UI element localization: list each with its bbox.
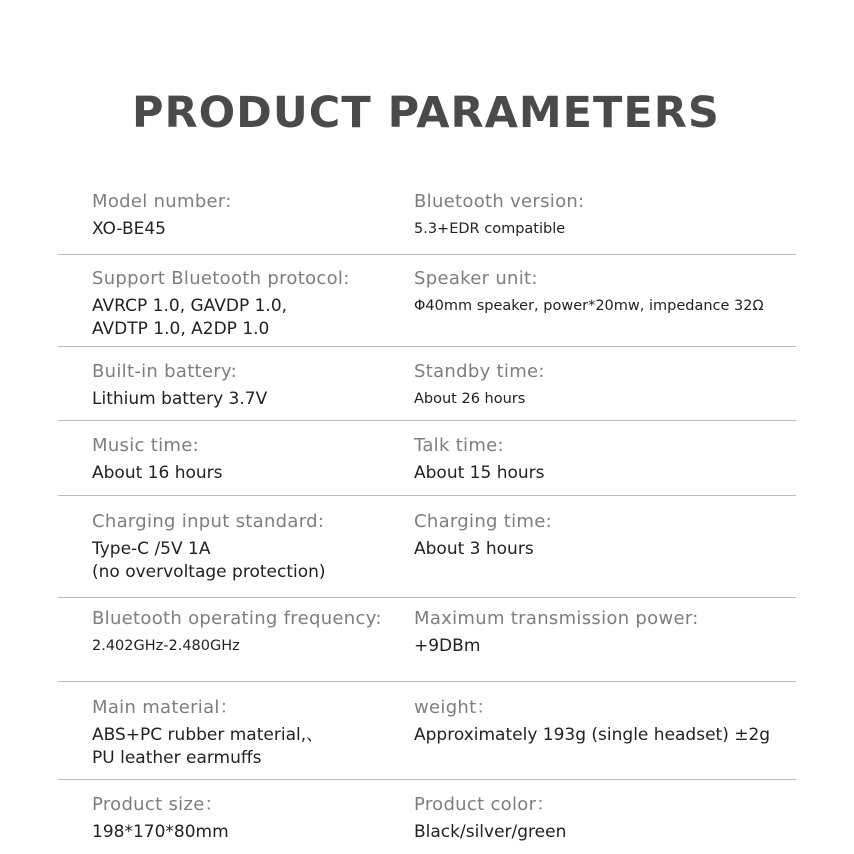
param-label: Music time: <box>92 435 199 456</box>
param-label: Main material： <box>92 697 239 718</box>
param-value: Lithium battery 3.7V <box>92 389 268 409</box>
param-value: Approximately 193g (single headset) ±2g <box>414 725 771 745</box>
param-value: AVRCP 1.0, GAVDP 1.0, AVDTP 1.0, A2DP 1.0 <box>92 296 288 339</box>
param-charging-input <box>92 510 326 584</box>
param-label: Charging time: <box>414 511 553 532</box>
param-transmission-power <box>414 607 699 658</box>
row-divider <box>58 346 796 347</box>
page-title: PRODUCT PARAMETERS <box>132 88 720 138</box>
param-label: Maximum transmission power: <box>414 608 699 629</box>
row-divider <box>58 495 796 496</box>
param-product-color <box>414 793 566 844</box>
param-bluetooth-version <box>414 190 585 241</box>
row-divider <box>58 681 796 682</box>
row-divider <box>58 779 796 780</box>
param-main-material <box>92 696 323 770</box>
row-divider <box>58 254 796 255</box>
param-value: About 15 hours <box>414 463 545 483</box>
param-operating-frequency <box>92 607 382 658</box>
param-standby-time <box>414 360 545 411</box>
param-value: 5.3+EDR compatible <box>414 221 566 237</box>
param-value: 198*170*80mm <box>92 822 229 842</box>
param-talk-time <box>414 434 545 485</box>
param-charging-time <box>414 510 552 561</box>
param-label: Bluetooth operating frequency: <box>92 608 382 629</box>
param-value: +9DBm <box>414 636 481 656</box>
param-speaker-unit <box>414 267 764 318</box>
param-label: Standby time: <box>414 361 545 382</box>
row-divider <box>58 597 796 598</box>
param-value: Φ40mm speaker, power*20mw, impedance 32Ω <box>414 298 764 314</box>
param-value: Black/silver/green <box>414 822 567 842</box>
param-value: About 16 hours <box>92 463 223 483</box>
param-label: Talk time: <box>414 435 504 456</box>
param-label: Bluetooth version: <box>414 191 585 212</box>
row-divider <box>58 420 796 421</box>
param-product-size <box>92 793 229 844</box>
param-model-number <box>92 190 232 241</box>
param-music-time <box>92 434 223 485</box>
param-label: Charging input standard: <box>92 511 325 532</box>
param-bluetooth-protocol <box>92 267 350 341</box>
param-built-in-battery <box>92 360 267 411</box>
param-label: Product color： <box>414 794 555 815</box>
param-label: Speaker unit: <box>414 268 538 289</box>
param-value: About 3 hours <box>414 539 534 559</box>
param-value: ABS+PC rubber material,、 PU leather earmuffs <box>92 725 324 768</box>
param-label: Model number: <box>92 191 232 212</box>
param-label: Support Bluetooth protocol: <box>92 268 350 289</box>
param-value: About 26 hours <box>414 391 526 407</box>
param-weight <box>414 696 770 747</box>
param-value: 2.402GHz-2.480GHz <box>92 638 240 654</box>
param-label: weight： <box>414 697 495 718</box>
param-value: Type-C /5V 1A (no overvoltage protection) <box>92 539 326 582</box>
param-label: Product size： <box>92 794 223 815</box>
param-value: XO-BE45 <box>92 219 166 239</box>
param-label: Built-in battery: <box>92 361 237 382</box>
